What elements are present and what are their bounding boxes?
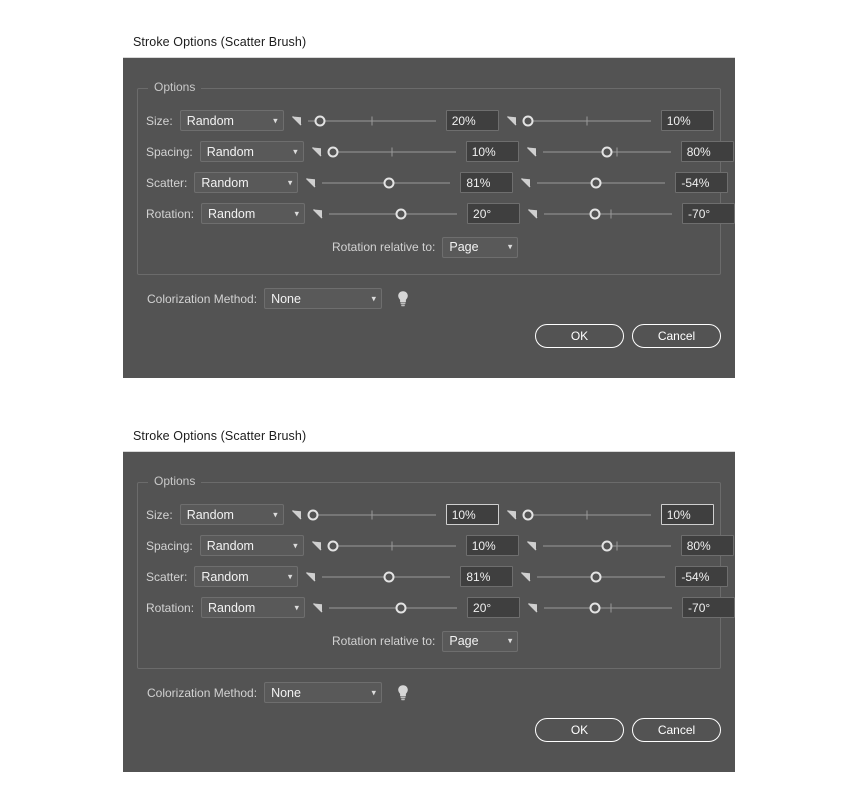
slider-handle[interactable] [591,177,602,188]
slider-stub [308,120,311,121]
size-max-slider[interactable] [523,506,651,524]
row-label-rotation: Rotation: [146,600,195,615]
slider-handle[interactable] [315,115,326,126]
slider-handle[interactable] [383,177,394,188]
colorization-label: Colorization Method: [147,291,258,306]
rotation-max-slider[interactable] [544,599,672,617]
scatter-min-value-input[interactable] [460,172,513,193]
lightbulb-icon[interactable] [396,684,410,702]
colorization-row [137,288,721,309]
colorization-method-select-wrapper [264,288,382,309]
options-group-label: Options [148,474,201,488]
variation-arrow-icon [290,113,306,129]
rotation-min-value-input[interactable] [467,203,520,224]
option-row-size [146,499,712,530]
chevron-down-icon: ▾ [293,146,298,156]
spacing-mode-select[interactable] [200,535,304,556]
slider-handle[interactable] [590,208,601,219]
option-row-spacing [146,530,712,561]
variation-arrow-icon [525,144,541,160]
scatter-mode-select[interactable] [194,172,298,193]
rotation-relative-select[interactable] [442,631,518,652]
scatter-mode-select[interactable] [194,566,298,587]
slider-handle[interactable] [601,146,612,157]
rotation-max-control [526,203,735,224]
variation-arrow-icon [526,206,542,222]
size-mode-select-wrapper [180,110,284,131]
dialog-body [123,58,735,378]
rotation-relative-select-wrapper [442,237,518,258]
spacing-min-value-input[interactable] [466,141,519,162]
options-group [137,474,721,669]
chevron-down-icon: ▾ [293,540,298,550]
size-min-value-input[interactable] [446,504,499,525]
scatter-min-control [304,566,513,587]
spacing-min-control [310,535,519,556]
options-group-label: Options [148,80,201,94]
spacing-mode-select-wrapper [200,141,304,162]
colorization-method-select[interactable] [264,682,382,703]
size-min-control [290,110,499,131]
spacing-max-slider[interactable] [543,143,671,161]
slider-handle[interactable] [395,208,406,219]
chevron-down-icon: ▾ [287,571,293,581]
size-min-value-input[interactable] [446,110,499,131]
slider-handle[interactable] [395,602,406,613]
scatter-max-value-input[interactable] [675,566,728,587]
variation-arrow-icon [519,175,535,191]
slider-tick [610,209,611,218]
rotation-relative-label: Rotation relative to: [332,240,436,254]
slider-handle[interactable] [307,509,318,520]
colorization-label: Colorization Method: [147,685,258,700]
slider-handle[interactable] [383,571,394,582]
scatter-max-control [519,566,728,587]
variation-arrow-icon [310,538,326,554]
scatter-mode-select-wrapper [194,172,298,193]
size-min-slider[interactable] [308,506,436,524]
size-mode-select[interactable] [180,110,284,131]
spacing-min-control [310,141,519,162]
variation-arrow-icon [304,569,320,585]
size-max-value-input[interactable] [661,110,714,131]
variation-arrow-icon [519,569,535,585]
variation-arrow-icon [526,600,542,616]
rotation-mode-select-wrapper [201,597,305,618]
spacing-max-control [525,141,734,162]
scatter-mode-select-wrapper [194,566,298,587]
slider-handle[interactable] [522,509,533,520]
spacing-max-value-input[interactable] [681,535,734,556]
row-label-scatter: Scatter: [146,569,188,584]
row-label-rotation: Rotation: [146,206,195,221]
rotation-max-value-input[interactable] [682,203,735,224]
variation-arrow-icon [304,175,320,191]
chevron-down-icon: ▾ [287,177,293,187]
rotation-min-value-input[interactable] [467,597,520,618]
slider-track [544,607,672,608]
rotation-min-slider[interactable] [329,205,457,223]
dialog-title: Stroke Options (Scatter Brush) [133,428,307,443]
colorization-method-select[interactable] [264,288,382,309]
slider-tick [586,116,587,125]
variation-arrow-icon [310,144,326,160]
slider-handle[interactable] [327,540,338,551]
scatter-min-slider[interactable] [322,568,450,586]
dialog-title: Stroke Options (Scatter Brush) [133,34,307,49]
row-label-size: Size: [146,113,173,128]
option-row-rotation [146,592,712,623]
scatter-max-control [519,172,728,193]
chevron-down-icon: ▾ [273,509,278,519]
row-label-scatter: Scatter: [146,175,188,190]
row-label-spacing: Spacing: [146,538,193,553]
option-row-scatter [146,167,712,198]
rotation-max-control [526,597,735,618]
spacing-max-value-input[interactable] [681,141,734,162]
rotation-min-control [311,203,520,224]
size-mode-select-wrapper [180,504,284,525]
slider-handle[interactable] [601,540,612,551]
chevron-down-icon: ▾ [507,635,513,646]
colorization-method-select-wrapper [264,682,382,703]
slider-handle[interactable] [522,115,533,126]
size-min-control [290,504,499,525]
rotation-relative-select-wrapper [442,631,518,652]
scatter-max-slider[interactable] [537,568,665,586]
slider-tick [616,147,617,156]
rotation-mode-select[interactable] [201,203,305,224]
dialog-button-row [535,324,721,348]
ok-button[interactable]: OK [535,718,624,742]
scatter-max-value-input[interactable] [675,172,728,193]
option-row-rotation [146,198,712,229]
size-max-control [505,110,714,131]
scatter-min-value-input[interactable] [460,566,513,587]
spacing-min-slider[interactable] [328,143,456,161]
slider-handle[interactable] [327,146,338,157]
slider-track [329,213,457,214]
chevron-down-icon: ▾ [273,115,278,125]
chevron-down-icon: ▾ [507,241,513,252]
stroke-options-dialog-1 [123,26,735,378]
rotation-min-slider[interactable] [329,599,457,617]
slider-handle[interactable] [590,602,601,613]
rotation-relative-row [146,232,712,262]
chevron-down-icon: ▾ [294,602,300,612]
rotation-max-value-input[interactable] [682,597,735,618]
slider-tick [586,510,587,519]
rotation-relative-row [146,626,712,656]
options-group [137,80,721,275]
spacing-min-slider[interactable] [328,537,456,555]
size-max-value-input[interactable] [661,504,714,525]
ok-button[interactable]: OK [535,324,624,348]
size-max-slider[interactable] [523,112,651,130]
size-max-control [505,504,714,525]
chevron-down-icon: ▾ [371,293,377,303]
rotation-relative-select[interactable] [442,237,518,258]
option-row-size [146,105,712,136]
dialog-titlebar[interactable] [123,26,735,58]
scatter-max-slider[interactable] [537,174,665,192]
variation-arrow-icon [311,600,327,616]
option-row-spacing [146,136,712,167]
rotation-mode-select-wrapper [201,203,305,224]
dialog-body [123,452,735,772]
variation-arrow-icon [525,538,541,554]
slider-tick [371,510,372,519]
slider-tick [610,603,611,612]
slider-handle[interactable] [591,571,602,582]
rotation-mode-select[interactable] [201,597,305,618]
slider-tick [371,116,372,125]
size-mode-select[interactable] [180,504,284,525]
rotation-min-control [311,597,520,618]
spacing-mode-select[interactable] [200,141,304,162]
row-label-size: Size: [146,507,173,522]
slider-tick [391,147,392,156]
slider-tick [616,541,617,550]
variation-arrow-icon [505,507,521,523]
cancel-button[interactable]: Cancel [632,718,721,742]
option-row-scatter [146,561,712,592]
rotation-relative-label: Rotation relative to: [332,634,436,648]
colorization-row [137,682,721,703]
cancel-button[interactable]: Cancel [632,324,721,348]
chevron-down-icon: ▾ [371,687,377,697]
variation-arrow-icon [311,206,327,222]
scatter-min-control [304,172,513,193]
spacing-max-slider[interactable] [543,537,671,555]
variation-arrow-icon [290,507,306,523]
rotation-max-slider[interactable] [544,205,672,223]
lightbulb-icon[interactable] [396,290,410,308]
row-label-spacing: Spacing: [146,144,193,159]
dialog-titlebar[interactable] [123,420,735,452]
size-min-slider[interactable] [308,112,436,130]
chevron-down-icon: ▾ [294,208,300,218]
slider-tick [391,541,392,550]
stroke-options-dialog-2 [123,420,735,772]
spacing-max-control [525,535,734,556]
slider-track [329,607,457,608]
variation-arrow-icon [505,113,521,129]
slider-track [544,213,672,214]
scatter-min-slider[interactable] [322,174,450,192]
dialog-button-row [535,718,721,742]
spacing-mode-select-wrapper [200,535,304,556]
spacing-min-value-input[interactable] [466,535,519,556]
